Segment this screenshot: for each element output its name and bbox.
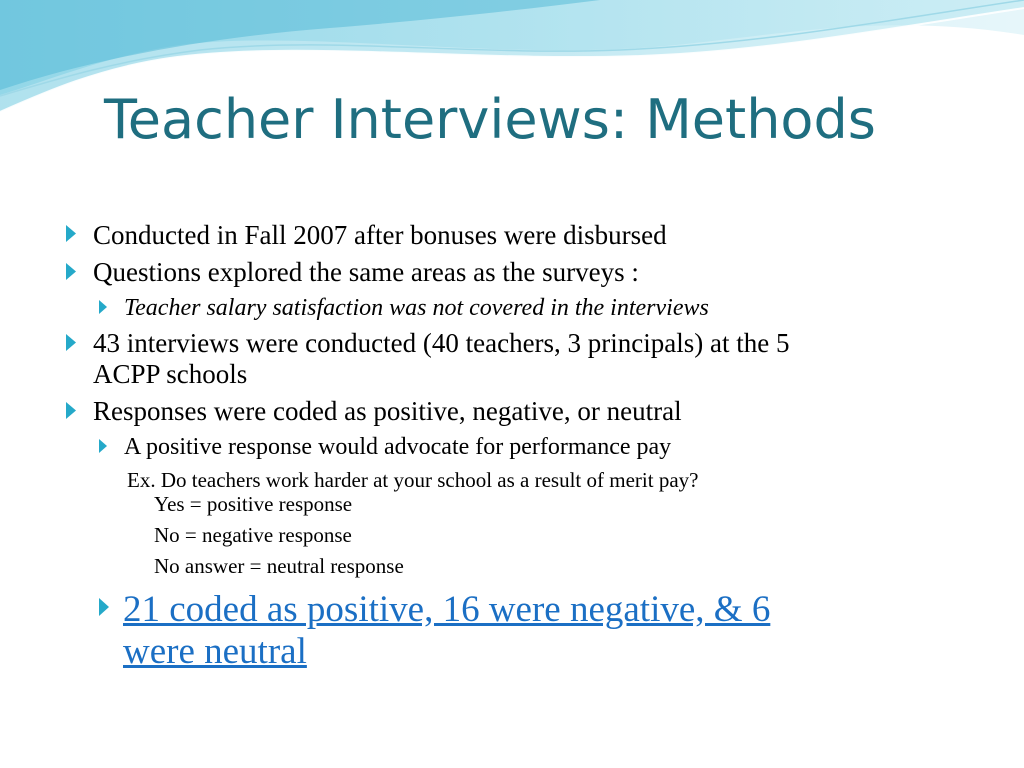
slide-title: Teacher Interviews: Methods (104, 88, 876, 151)
sub-bullet-salary: Teacher salary satisfaction was not covered in the interviews (124, 295, 709, 321)
bullet-arrow-icon (66, 263, 76, 280)
example-no: No = negative response (154, 523, 352, 547)
example-yes: Yes = positive response (154, 492, 353, 516)
sub-bullet-positive-response: A positive response would advocate for performance pay (124, 434, 672, 460)
example-question: Ex. Do teachers work harder at your school as a result of merit pay? (127, 468, 699, 492)
bullet-conducted: Conducted in Fall 2007 after bonuses were disbursed (93, 220, 667, 250)
bullet-questions: Questions explored the same areas as the surveys : (93, 257, 639, 287)
result-link-line1[interactable]: 21 coded as positive, 16 were negative, & 6 (123, 589, 771, 630)
bullet-responses: Responses were coded as positive, negative, or neutral (93, 396, 682, 426)
example-no-answer: No answer = neutral response (154, 554, 404, 578)
sub-bullet-arrow-icon (99, 439, 107, 453)
sub-bullet-arrow-icon (99, 300, 107, 314)
bullet-arrow-icon (66, 225, 76, 242)
bullet-interviews-line1: 43 interviews were conducted (40 teachers, 3 principals) at the 5 (93, 328, 790, 358)
bullet-interviews-line2: ACPP schools (93, 359, 248, 389)
bullet-arrow-icon (66, 402, 76, 419)
sub-bullet-arrow-icon (99, 598, 109, 616)
bullet-arrow-icon (66, 334, 76, 351)
result-link-line2[interactable]: were neutral (123, 631, 307, 672)
